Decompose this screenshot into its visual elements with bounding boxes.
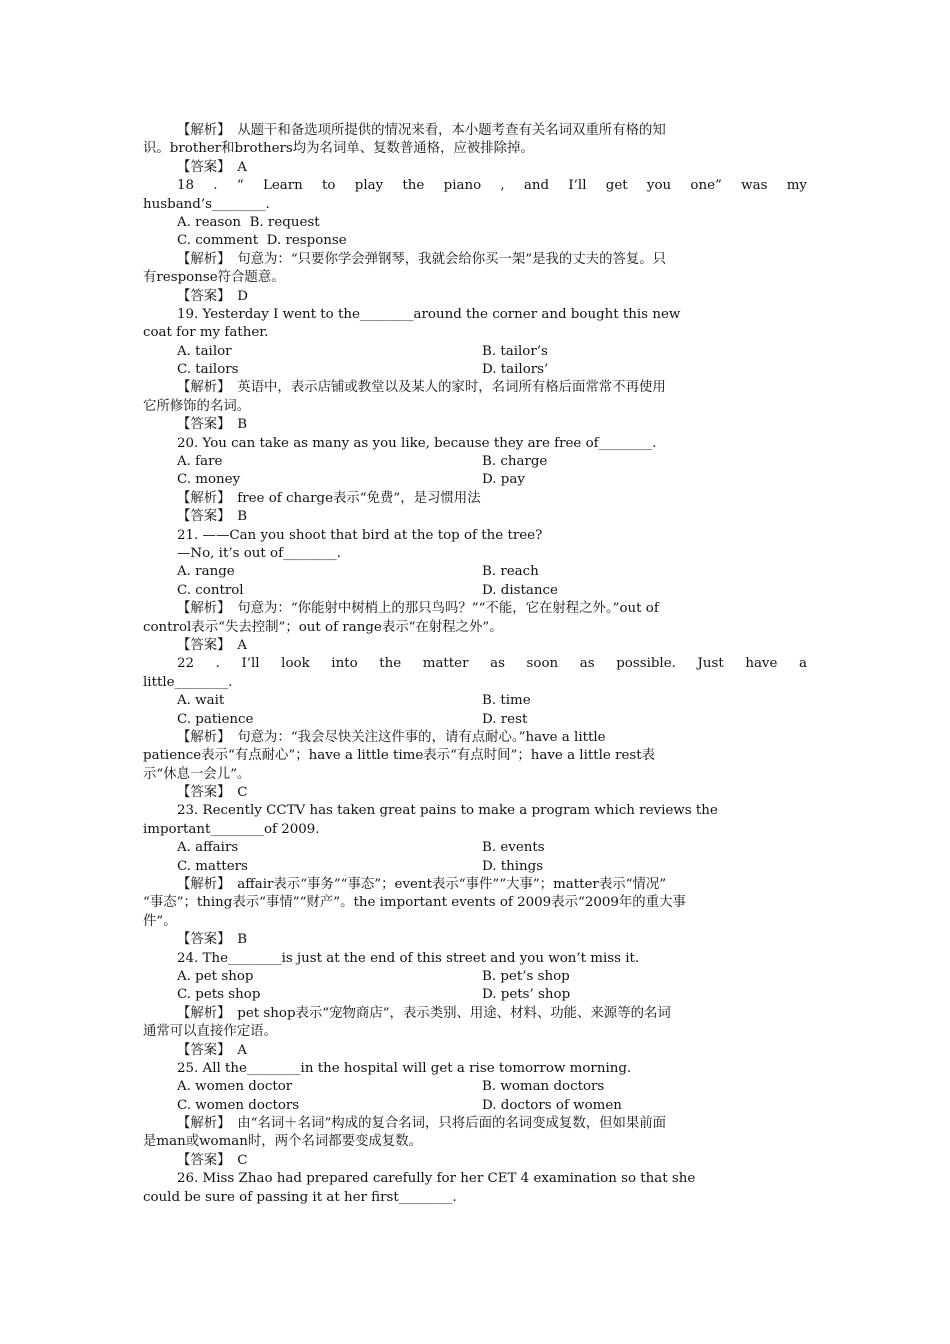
option-text: C. patience: [177, 711, 254, 727]
text-line: 23. Recently CCTV has taken great pains to make a program which reviews the: [177, 803, 718, 819]
option-text: D. tailors’: [482, 362, 549, 378]
exercise-text: [143, 122, 807, 1207]
text-line: patience表示“有点耐心”；have a little time表示“有点时间”；have a little rest表: [143, 748, 656, 764]
answer-options-row: [143, 471, 807, 489]
answer-options-row: [143, 1097, 807, 1115]
text-line: could be sure of passing it at her first________.: [143, 1189, 457, 1205]
option-text: C. tailors: [177, 362, 239, 378]
text-line: 【解析】 从题干和备选项所提供的情况来看，本小题考查有关名词双重所有格的知: [177, 123, 666, 138]
answer-options-row: [143, 343, 807, 361]
answer-options-row: [143, 563, 807, 581]
text-line: 25. All the________in the hospital will get a rise tomorrow morning.: [177, 1060, 632, 1076]
text-line: “事态”；thing表示“事情”“财产”。the important events of 2009表示“2009年的重大事: [143, 895, 686, 911]
option-text: B. events: [482, 840, 545, 856]
option-text: D. doctors of women: [482, 1097, 622, 1113]
text-line: 通常可以直接作定语。: [143, 1024, 277, 1040]
text-line: 【解析】 句意为：“只要你学会弹钢琴，我就会给你买一架”是我的丈夫的答复。只: [177, 251, 667, 267]
answer-options-row: [143, 858, 807, 876]
text-line: A. reason B. request: [177, 214, 320, 230]
text-line: 【解析】 affair表示“事务”“事态”；event表示“事件”“大事”；matter表示“情况”: [177, 877, 667, 893]
option-text: C. pets shop: [177, 987, 261, 1003]
text-line: C. comment D. response: [177, 233, 347, 249]
text-line: little________.: [143, 674, 233, 690]
answer-options-row: [143, 453, 807, 471]
text-line: 22 . I’ll look into the matter as soon as possible. Just have a: [177, 656, 807, 672]
text-line: 【答案】 A: [177, 159, 247, 175]
option-text: D. distance: [482, 582, 558, 598]
text-line: important________of 2009.: [143, 821, 320, 837]
option-text: B. pet’s shop: [482, 968, 570, 984]
text-line: 18 . “ Learn to play the piano , and I’ll get you one” was my: [177, 178, 807, 194]
answer-options-row: [143, 582, 807, 600]
text-line: coat for my father.: [143, 325, 269, 341]
answer-options-row: [143, 361, 807, 379]
text-line: husband’s________.: [143, 196, 270, 212]
text-line: 【解析】 free of charge表示“免费”，是习惯用法: [177, 490, 481, 506]
answer-options-row: [143, 986, 807, 1004]
option-text: D. things: [482, 858, 544, 874]
text-line: 【答案】 A: [177, 1042, 247, 1058]
option-text: B. charge: [482, 454, 548, 470]
text-line: 【答案】 C: [177, 1152, 248, 1168]
answer-options-row: [143, 1078, 807, 1096]
option-text: A. pet shop: [177, 968, 254, 984]
text-line: 【解析】 pet shop表示“宠物商店”，表示类别、用途、材料、功能、来源等的名词: [177, 1005, 671, 1021]
text-line: 是man或woman时，两个名词都要变成复数。: [143, 1134, 422, 1150]
text-line: 【答案】 B: [177, 932, 248, 948]
option-text: C. matters: [177, 858, 248, 874]
option-text: B. tailor’s: [482, 343, 548, 359]
option-text: B. woman doctors: [482, 1079, 605, 1095]
text-line: 【答案】 C: [177, 785, 248, 801]
option-text: A. tailor: [177, 343, 232, 359]
answer-options-row: [143, 839, 807, 857]
text-line: control表示“失去控制”；out of range表示“在射程之外”。: [143, 619, 503, 635]
text-line: 有response符合题意。: [143, 270, 285, 286]
text-line: 20. You can take as many as you like, because they are free of________.: [177, 435, 657, 451]
option-text: C. women doctors: [177, 1097, 300, 1113]
text-line: 识。brother和brothers均为名词单、复数普通格，应被排除掉。: [143, 141, 534, 157]
option-text: D. pets’ shop: [482, 987, 571, 1003]
option-text: A. range: [177, 564, 235, 580]
option-text: B. time: [482, 693, 531, 709]
text-line: 【解析】 由“名词＋名词”构成的复合名词，只将后面的名词变成复数，但如果前面: [177, 1116, 667, 1132]
text-line: 【解析】 句意为：“我会尽快关注这件事的，请有点耐心。”have a little: [177, 729, 606, 745]
text-line: 它所修饰的名词。: [143, 398, 251, 414]
text-line: 19. Yesterday I went to the________around the corner and bought this new: [177, 306, 681, 322]
option-text: D. rest: [482, 711, 528, 727]
option-text: D. pay: [482, 472, 525, 488]
text-line: 21. ——Can you shoot that bird at the top of the tree?: [177, 527, 543, 543]
text-line: 【答案】 B: [177, 509, 248, 525]
text-line: 【答案】 B: [177, 417, 248, 433]
option-text: A. affairs: [177, 840, 239, 856]
text-line: —No, it’s out of________.: [177, 545, 341, 561]
text-line: 26. Miss Zhao had prepared carefully for her CET 4 examination so that she: [177, 1171, 696, 1187]
answer-options-row: [143, 968, 807, 986]
text-line: 【解析】 英语中，表示店铺或教堂以及某人的家时，名词所有格后面常常不再使用: [177, 380, 666, 396]
answer-options-row: [143, 692, 807, 710]
option-text: A. wait: [177, 693, 225, 709]
option-text: C. control: [177, 582, 244, 598]
text-line: 【答案】 A: [177, 637, 247, 653]
answer-options-row: [143, 711, 807, 729]
option-text: A. fare: [177, 454, 223, 470]
text-line: 【答案】 D: [177, 288, 248, 304]
text-line: 件”。: [143, 913, 177, 929]
text-line: 示“休息一会儿”。: [143, 766, 251, 782]
text-line: 【解析】 句意为：“你能射中树梢上的那只鸟吗？”“不能，它在射程之外。”out of: [177, 601, 659, 617]
text-line: 24. The________is just at the end of this street and you won’t miss it.: [177, 950, 640, 966]
option-text: C. money: [177, 472, 241, 488]
option-text: B. reach: [482, 564, 539, 580]
option-text: A. women doctor: [177, 1079, 293, 1095]
